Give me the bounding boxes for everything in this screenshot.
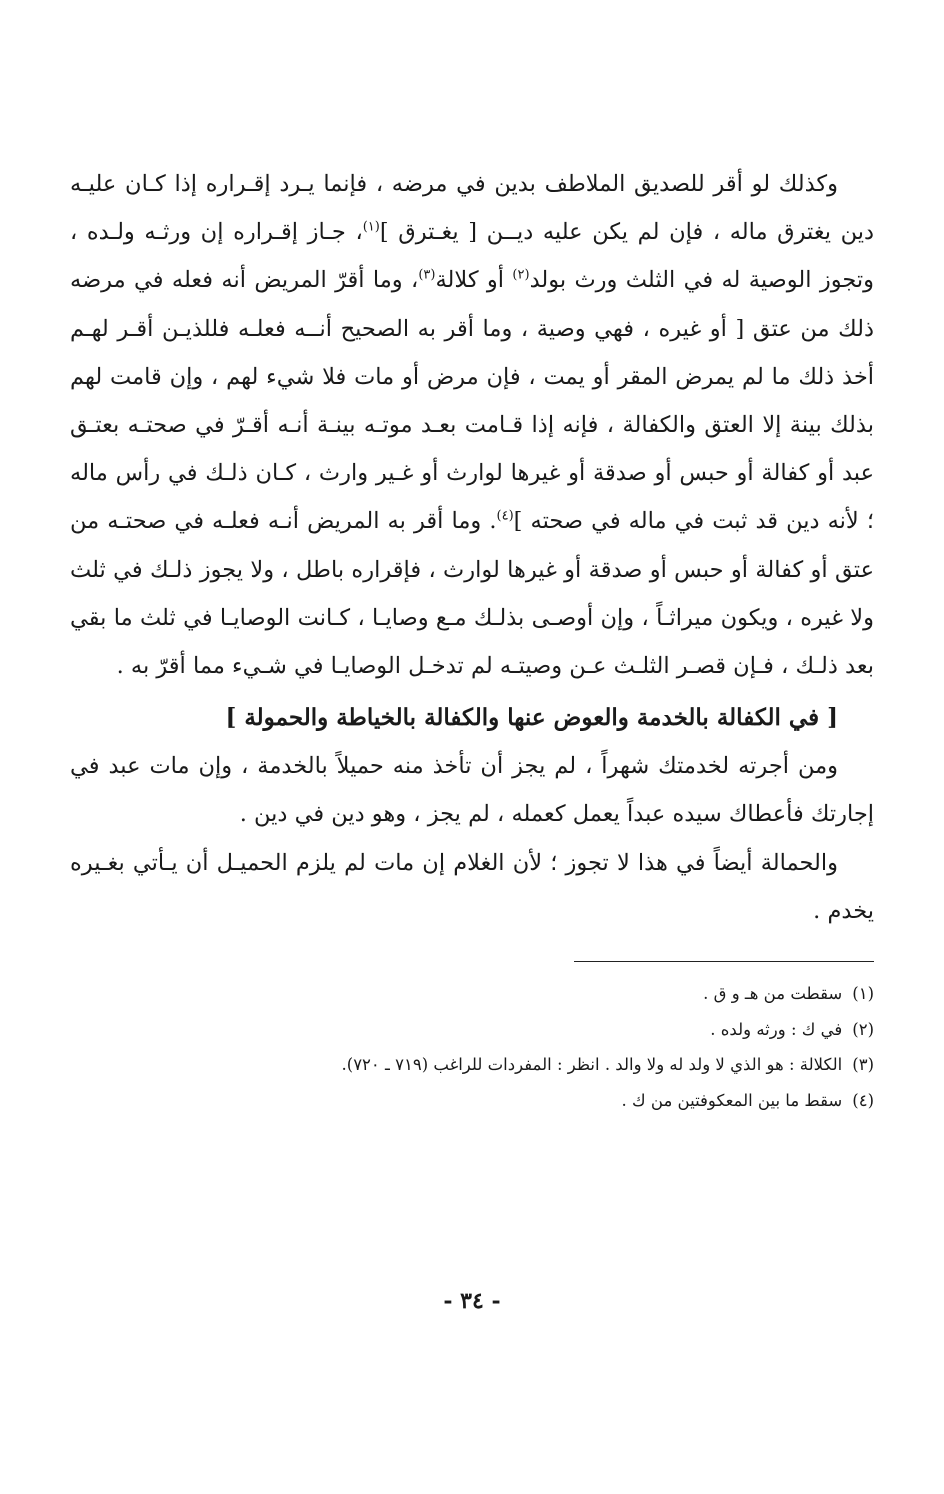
- paragraph-1-part-e: . وما أقر به المريض أنـه فعلـه في صحتـه من عتق أو كفالة أو حبس أو صدقة أو غيرها لوارث ، فإقراره باطل ، ولا يجوز ذلـك في ثلث ولا غيره ، ويكون ميراثـاً ، وإن أوصـى بذلـك مـع وصايـا ، كـانت الوصايـا في ثلث ما بقي بعد ذلـك ، فـإن قصـر الثلـث عـن وصيتـه لم تدخـل الوصايـا في شـيء مما أقرّ به .: [70, 508, 874, 680]
- paragraph-3: والحمالة أيضاً في هذا لا تجوز ؛ لأن الغلام إن مات لم يلزم الحميـل أن يـأتي بغـيره يخدم .: [70, 849, 874, 924]
- page-number: - ٣٤ -: [443, 1288, 501, 1314]
- paragraph-1: [70, 160, 874, 690]
- footnote-text: في ك : ورثه ولده .: [710, 1019, 843, 1039]
- paragraph-2: ومن أجرته لخدمتك شهراً ، لم يجز أن تأخذ منه حميلاً بالخدمة ، وإن مات عبد في إجارتك فأعطاك سيده عبداً يعمل كعمله ، لم يجز ، وهو دين في دين .: [70, 753, 874, 828]
- footnote-3: [70, 1047, 874, 1083]
- footnote-2: [70, 1012, 874, 1048]
- footnote-number: (٤): [852, 1090, 874, 1110]
- footnote-ref-2: (٢): [512, 267, 530, 283]
- paragraph-1-part-a: وكذلك لو أقر للصديق الملاطف بدين في مرضه ، فإنما يـرد إقـراره إذا كـان عليـه دين يغترق ماله ، فإن لم يكن عليه ديــن [ يغـترق ]: [70, 171, 874, 246]
- paragraph-1-part-b: ، جـاز إقـراره إن ورثـه ولـده ، وتجوز الوصية له في الثلث ورث بولد: [70, 219, 875, 294]
- main-text: [70, 160, 874, 690]
- footnote-4: [70, 1083, 874, 1119]
- footnote-ref-1: (١): [362, 219, 380, 235]
- footnote-text: سقطت من هـ و ق .: [703, 984, 843, 1004]
- footnote-number: (١): [852, 984, 874, 1004]
- paragraph-1-part-d: ، وما أقرّ المريض أنه فعله في مرضه ذلك من عتق [ أو غيره ، فهي وصية ، وما أقر به الصحيح أنــه فعلـه فللذيـن أقـر لهـم أخذ ذلك ما لم يمرض المقر أو يمت ، فإن مرض أو مات فلا شيء لهم ، وإن قامت لهم بذلك بينة إلا العتق والكفالة ، فإنه إذا قـامت بعـد موتـه بينـة أنـه أقـرّ في صحتـه بعتـق عبد أو كفالة أو حبس أو صدقة أو غيرها لوارث أو غـير وارث ، كـان ذلـك في رأس ماله ؛ لأنه دين قد ثبت في ماله في صحته ]: [70, 267, 874, 535]
- footnotes: [70, 976, 874, 1118]
- footnote-1: [70, 976, 874, 1012]
- section-heading: [ في الكفالة بالخدمة والعوض عنها والكفالة بالخياطة والحمولة ]: [225, 704, 838, 732]
- footnote-ref-4: (٤): [496, 508, 514, 524]
- paragraph-1-part-c: أو كلالة: [435, 267, 505, 294]
- footnote-divider: [574, 961, 874, 962]
- footnote-ref-3: (٣): [418, 267, 436, 283]
- footnote-number: (٢): [852, 1019, 874, 1039]
- footnote-number: (٣): [852, 1055, 874, 1075]
- footnote-text: سقط ما بين المعكوفتين من ك .: [621, 1090, 843, 1110]
- footnote-text: الكلالة : هو الذي لا ولد له ولا والد . انظر : المفردات للراغب (٧١٩ ـ ٧٢٠).: [341, 1055, 843, 1075]
